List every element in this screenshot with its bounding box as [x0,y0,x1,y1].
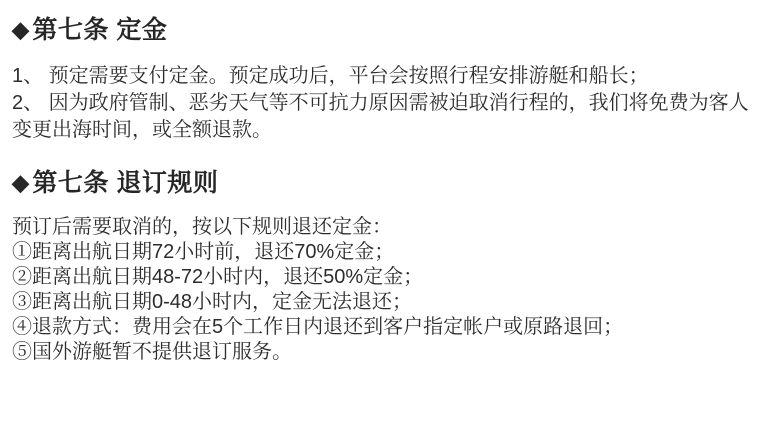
rule-item: ②距离出航日期48-72小时内，退还50%定金； [12,266,424,288]
rule-item: ⑤国外游艇暂不提供退订服务。 [12,341,292,363]
rule-intro-line: 预订后需要取消的，按以下规则退还定金： [12,216,392,238]
rule-item: ④退款方式：费用会在5个工作日内退还到客户指定帐户或原路退回； [12,316,624,338]
diamond-bullet-icon: ◆ [12,17,30,42]
rule-item: ①距离出航日期72小时前，退还70%定金； [12,241,395,263]
section-heading-deposit [12,13,756,47]
diamond-bullet-icon: ◆ [12,170,30,195]
rule-item: ③距离出航日期0-48小时内，定金无法退还； [12,291,413,313]
paragraph-line: 1、 预定需要支付定金。预定成功后，平台会按照行程安排游艇和船长； [12,65,649,87]
paragraph-line: 变更出海时间，或全额退款。 [12,119,272,141]
section-heading-text: 第七条 定金 [32,16,168,44]
cancellation-rules-list [12,215,756,365]
section-heading-text: 第七条 退订规则 [32,169,219,197]
paragraph-line: 2、 因为政府管制、恶劣天气等不可抗力原因需被迫取消行程的，我们将免费为客人 [12,92,749,114]
section-heading-cancellation [12,166,756,200]
deposit-paragraph [12,63,756,144]
